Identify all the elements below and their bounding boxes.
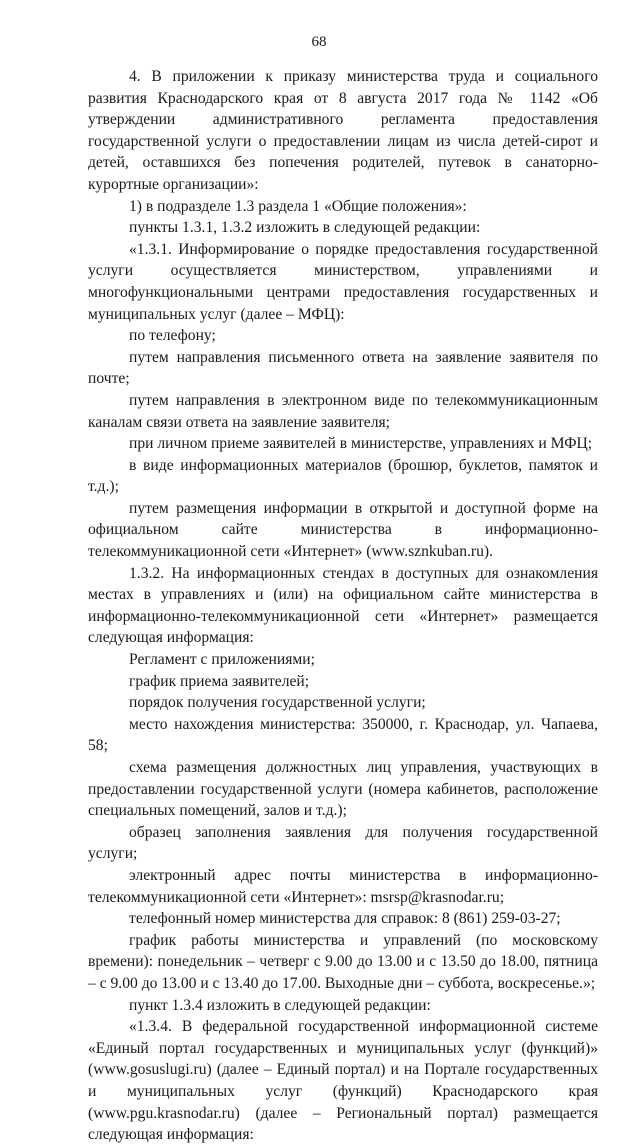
page-number: 68	[311, 34, 327, 50]
paragraph-clause-1-3-2: 1.3.2. На информационных стендах в доступных для ознакомления местах в управлениях и (или) на официальном сайте министерства в информационно-телекоммуникационной сети «Интернет» размещается следующая информация:	[88, 564, 598, 647]
list-item-official-site: путем размещения информации в открытой и доступной форме на официальном сайте министерства в информационно-телекоммуникационной сети «Интернет» (www.sznkuban.ru).	[88, 499, 598, 561]
list-item-ministry-address: место нахождения министерства: 350000, г. Краснодар, ул. Чапаева, 58;	[88, 715, 598, 755]
list-item-phone-number: телефонный номер министерства для справок: 8 (861) 259-03-27;	[129, 910, 561, 928]
list-item-reception-schedule: график приема заявителей;	[129, 672, 310, 690]
document-body	[88, 66, 598, 1146]
list-item-by-phone: по телефону;	[129, 327, 216, 345]
paragraph-clause-1-3-4: «1.3.4. В федеральной государственной информационной системе «Единый портал государственных и муниципальных услуг (функций)» (www.gosuslugi.ru) (далее – Единый портал) и на Портале государственных и муниципальных услуг (функций) Краснодарского края (www.pgu.krasnodar.ru) (далее – Региональный портал) размещается следующая информация:	[88, 1018, 598, 1144]
list-item-info-materials: в виде информационных материалов (брошюр, буклетов, памяток и т.д.);	[88, 456, 598, 496]
list-item-work-schedule: график работы министерства и управлений (по московскому времени): понедельник – четверг с 9.00 до 13.00 и с 13.50 до 18.00, пятница – с 9.00 до 13.00 и с 13.40 до 17.00. Выходные дни – суббота, воскресенье.»;	[88, 931, 598, 992]
list-item-application-sample: образец заполнения заявления для получения государственной услуги;	[88, 823, 598, 863]
list-item-regulation: Регламент с приложениями;	[129, 651, 315, 669]
list-item-personal-reception: при личном приеме заявителей в министерстве, управлениях и МФЦ;	[129, 435, 593, 453]
paragraph-subsection-1-3: 1) в подразделе 1.3 раздела 1 «Общие положения»:	[129, 197, 467, 215]
list-item-by-mail: путем направления письменного ответа на заявление заявителя по почте;	[88, 348, 598, 388]
list-item-electronic: путем направления в электронном виде по телекоммуникационным каналам связи ответа на заявление заявителя;	[88, 391, 598, 431]
paragraph-order-item-4: 4. В приложении к приказу министерства труда и социального развития Краснодарского края от 8 августа 2017 года № 1142 «Об утверждении административного регламента предоставления государственной услуги о предоставлении лицам из числа детей-сирот и детей, оставшихся без попечения родителей, путевок в санаторно-курортные организации»:	[88, 68, 598, 193]
paragraph-points-1-3-1-1-3-2: пункты 1.3.1, 1.3.2 изложить в следующей редакции:	[129, 219, 481, 237]
paragraph-point-1-3-4: пункт 1.3.4 изложить в следующей редакции:	[129, 996, 431, 1014]
list-item-officials-layout: схема размещения должностных лиц управления, участвующих в предоставлении государственной услуги (номера кабинетов, расположение специальных помещений, залов и т.д.);	[88, 759, 598, 820]
list-item-email: электронный адрес почты министерства в информационно-телекоммуникационной сети «Интернет»: msrsp@krasnodar.ru;	[88, 866, 598, 906]
paragraph-clause-1-3-1: «1.3.1. Информирование о порядке предоставления государственной услуги осуществляется министерством, управлениями и многофункциональными центрами предоставления государственных и муниципальных услуг (далее – МФЦ):	[88, 240, 598, 323]
list-item-service-procedure: порядок получения государственной услуги;	[129, 694, 426, 712]
